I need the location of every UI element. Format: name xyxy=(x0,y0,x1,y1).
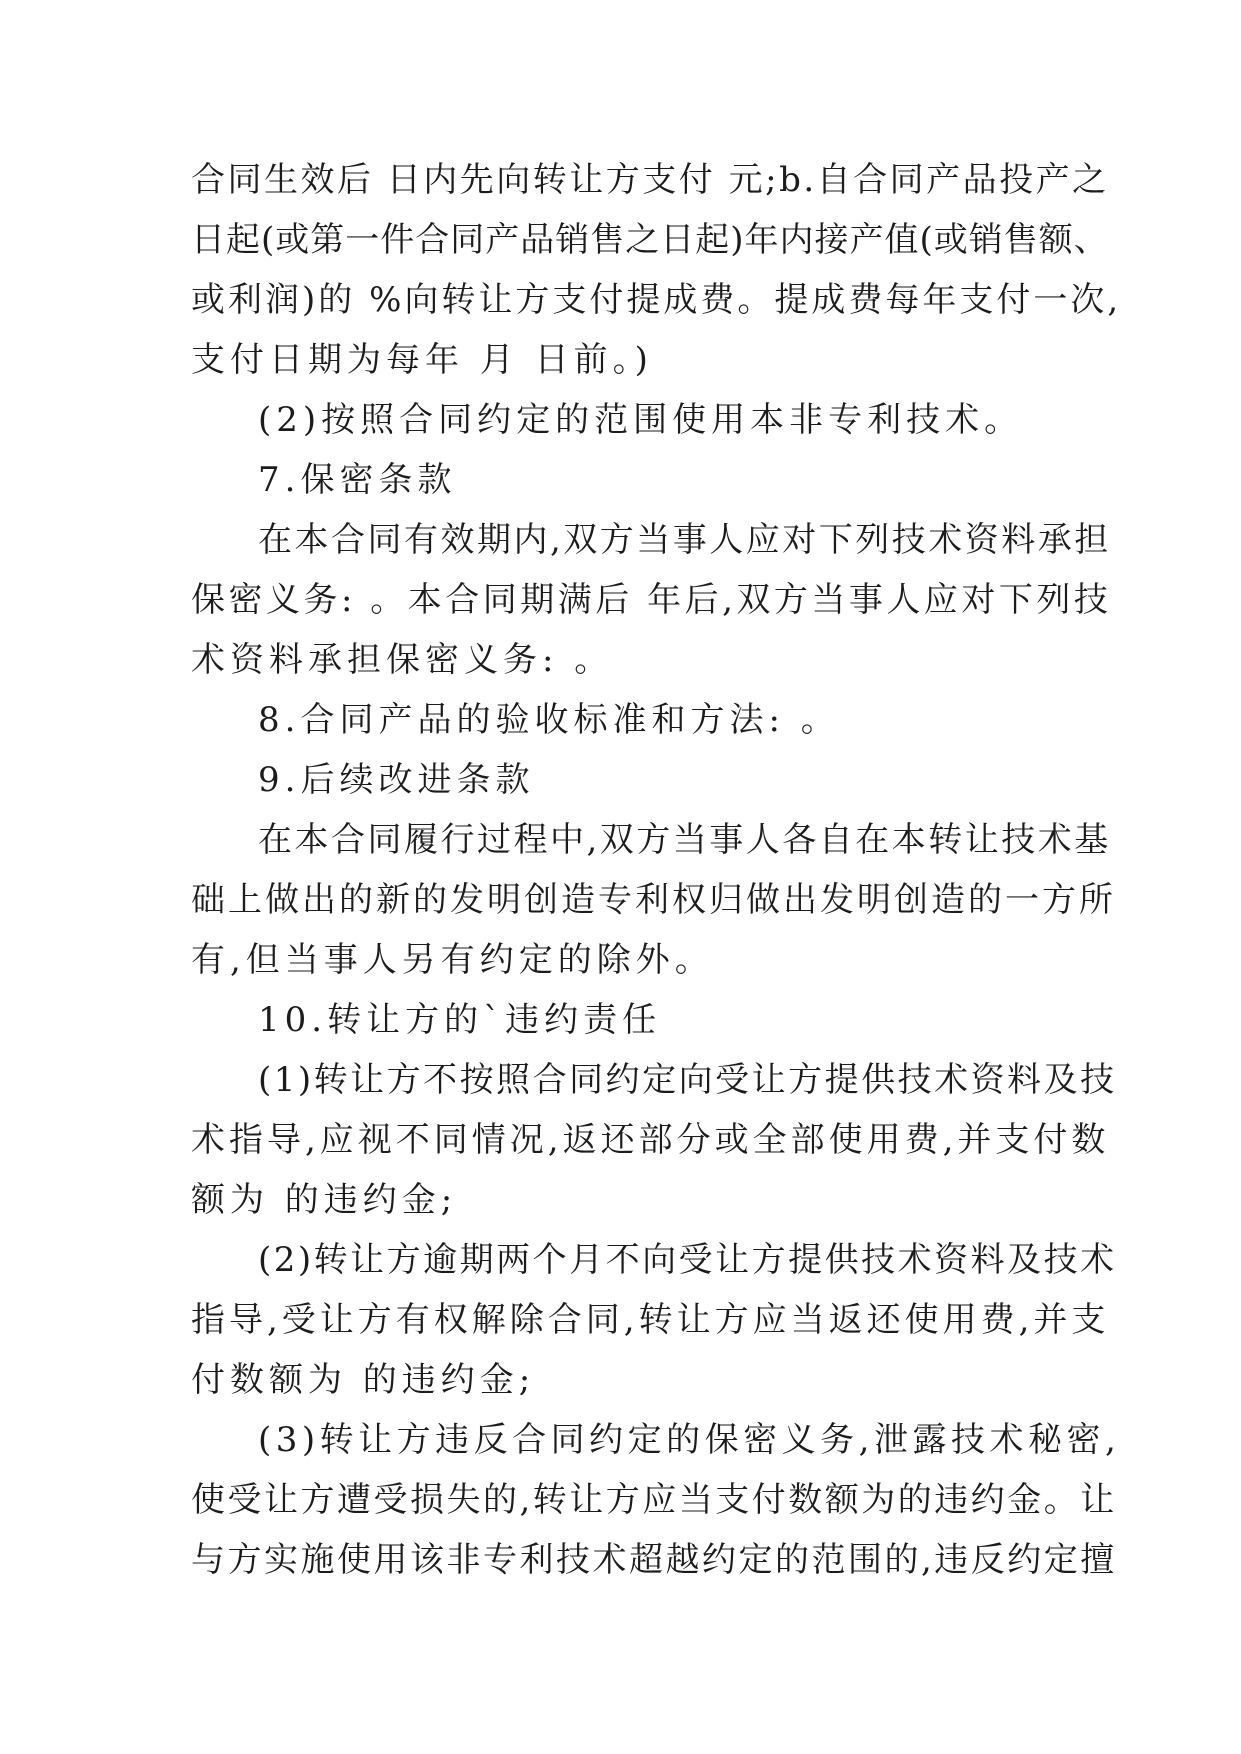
text-line: (1)转让方不按照合同约定向受让方提供技术资料及技 xyxy=(258,1060,1117,1100)
text-line: 术指导,应视不同情况,返还部分或全部使用费,并支付数 xyxy=(191,1120,1110,1160)
text-line: 础上做出的新的发明创造专利权归做出发明创造的一方所 xyxy=(191,880,1116,920)
text-line: 使受让方遭受损失的,转让方应当支付数额为的违约金。让 xyxy=(191,1480,1117,1520)
text-line: 额为 的违约金; xyxy=(191,1180,458,1220)
section-heading: 8.合同产品的验收标准和方法: 。 xyxy=(258,700,840,740)
text-line: 术资料承担保密义务: 。 xyxy=(191,640,614,680)
text-line: 指导,受让方有权解除合同,转让方应当返还使用费,并支 xyxy=(191,1300,1110,1340)
text-line: 有,但当事人另有约定的除外。 xyxy=(191,940,714,980)
section-heading: 9.后续改进条款 xyxy=(258,760,535,800)
section-heading: 10.转让方的`违约责任 xyxy=(258,1000,662,1040)
text-line: 合同生效后 日内先向转让方支付 元;b.自合同产品投产之 xyxy=(191,160,1109,200)
text-line: 与方实施使用该非专利技术超越约定的范围的,违反约定擅 xyxy=(191,1540,1117,1580)
section-heading: 7.保密条款 xyxy=(258,460,457,500)
text-line: (3)转让方违反合同约定的保密义务,泄露技术秘密, xyxy=(258,1420,1121,1460)
text-line: 日起(或第一件合同产品销售之日起)年内接产值(或销售额、 xyxy=(191,220,1109,260)
text-line: 在本合同有效期内,双方当事人应对下列技术资料承担 xyxy=(258,520,1111,560)
text-line: (2)转让方逾期两个月不向受让方提供技术资料及技术 xyxy=(258,1240,1117,1280)
text-line: 支付日期为每年 月 日前。) xyxy=(191,340,653,380)
text-line: 在本合同履行过程中,双方当事人各自在本转让技术基 xyxy=(258,820,1111,860)
text-line: 或利润)的 %向转让方支付提成费。提成费每年支付一次, xyxy=(191,280,1122,320)
text-line: 保密义务: 。本合同期满后 年后,双方当事人应对下列技 xyxy=(191,580,1112,620)
text-line: (2)按照合同约定的范围使用本非专利技术。 xyxy=(258,400,1024,440)
text-line: 付数额为 的违约金; xyxy=(191,1360,536,1400)
